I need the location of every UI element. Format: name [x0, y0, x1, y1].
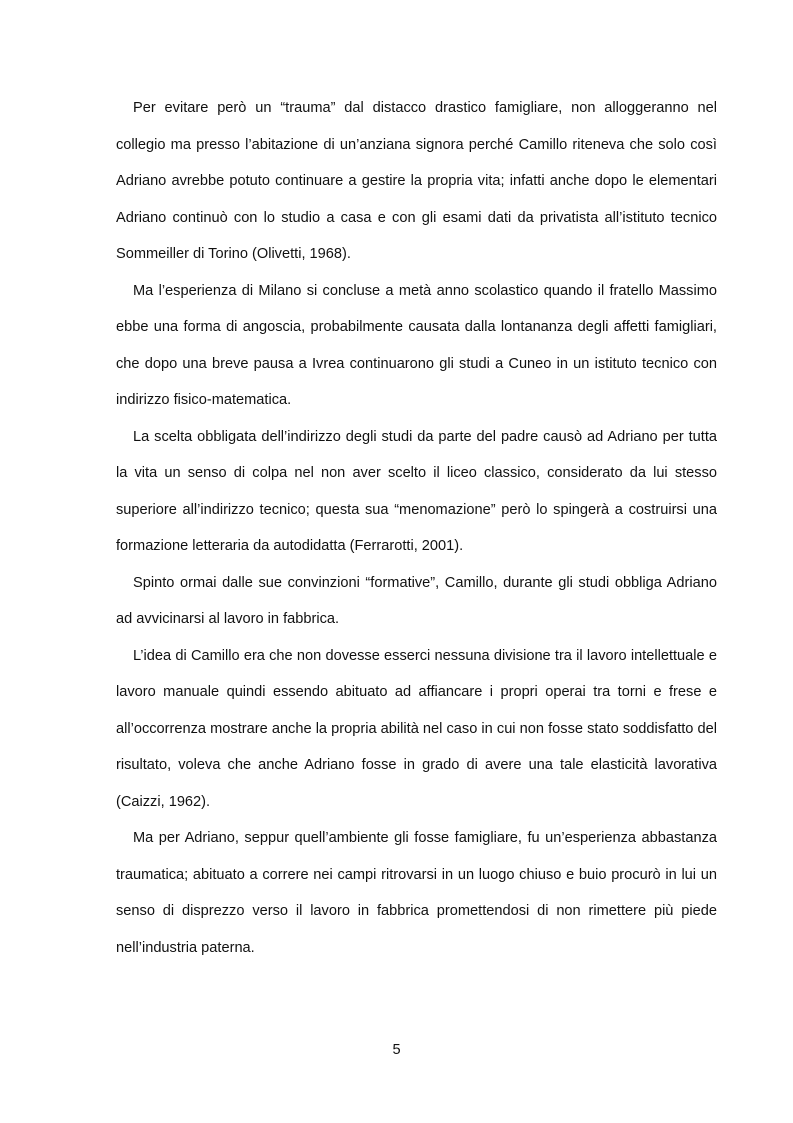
paragraph-3: La scelta obbligata dell’indirizzo degli studi da parte del padre causò ad Adriano per tutta la vita un senso di colpa nel non aver scelto il liceo classico, considerato da lui stesso superiore all’indirizzo tecnico; questa sua “menomazione” però lo spingerà a costruirsi una formazione letteraria da autodidatta (Ferrarotti, 2001).	[116, 428, 717, 554]
page-number: 5	[392, 1042, 401, 1058]
paragraph-1: Per evitare però un “trauma” dal distacco drastico famigliare, non alloggeranno nel collegio ma presso l’abitazione di un’anziana signora perché Camillo riteneva che solo così Adriano avrebbe potuto continuare a gestire la propria vita; infatti anche dopo le elementari Adriano continuò con lo studio a casa e con gli esami dati da privatista all’istituto tecnico Sommeiller di Torino (Olivetti, 1968).	[116, 100, 717, 262]
paragraph-2: Ma l’esperienza di Milano si concluse a metà anno scolastico quando il fratello Massimo ebbe una forma di angoscia, probabilmente causata dalla lontananza degli affetti famigliari, che dopo una breve pausa a Ivrea continuarono gli studi a Cuneo in un istituto tecnico con indirizzo fisico-matematica.	[116, 282, 717, 408]
paragraph-5: L’idea di Camillo era che non dovesse esserci nessuna divisione tra il lavoro intellettuale e lavoro manuale quindi essendo abituato ad affiancare i propri operai tra torni e frese e all’occorrenza mostrare anche la propria abilità nel caso in cui non fosse stato soddisfatto del risultato, voleva che anche Adriano fosse in grado di avere una tale elasticità lavorativa (Caizzi, 1962).	[116, 647, 717, 810]
document-body	[116, 90, 717, 966]
paragraph-4: Spinto ormai dalle sue convinzioni “formative”, Camillo, durante gli studi obbliga Adriano ad avvicinarsi al lavoro in fabbrica.	[116, 574, 717, 627]
paragraph-6: Ma per Adriano, seppur quell’ambiente gli fosse famigliare, fu un’esperienza abbastanza traumatica; abituato a correre nei campi ritrovarsi in un luogo chiuso e buio procurò in lui un senso di disprezzo verso il lavoro in fabbrica promettendosi di non rimettere più piede nell’industria paterna.	[116, 830, 717, 956]
